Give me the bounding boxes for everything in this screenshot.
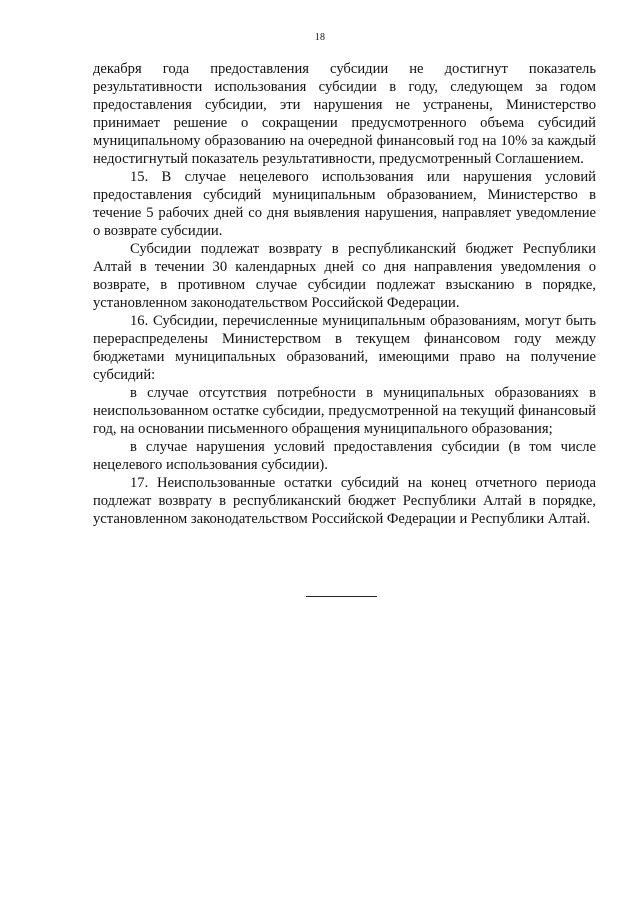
paragraph-continuation: декабря года предоставления субсидии не достигнут показатель результативности использования субсидии в году, следующем за годом предоставления субсидии, эти нарушения не устранены, Министерство принимает решение о сокращении предусмотренного объема субсидий муниципальному образованию на очередной финансовый год на 10% за каждый недостигнутый показатель результативности, предусмотренный Соглашением. (93, 61, 596, 167)
paragraph-16: 16. Субсидии, перечисленные муниципальным образованиям, могут быть перераспределены Министерством в текущем финансовом году между бюджетами муниципальных образований, имеющими право на получение субсидий: (93, 313, 596, 383)
paragraph-16-case-2: в случае нарушения условий предоставления субсидии (в том числе нецелевого использования субсидии). (93, 439, 596, 473)
paragraph-15: 15. В случае нецелевого использования или нарушения условий предоставления субсидий муниципальным образованием, Министерство в течение 5 рабочих дней со дня выявления нарушения, направляет уведомление о возврате субсидии. (93, 169, 596, 239)
document-body (93, 60, 596, 528)
page-number: 18 (314, 32, 326, 43)
paragraph-16-case-1: в случае отсутствия потребности в муниципальных образованиях в неиспользованном остатке субсидии, предусмотренной на текущий финансовый год, на основании письменного обращения муниципального образования; (93, 385, 596, 437)
paragraph-refund: Субсидии подлежат возврату в республиканский бюджет Республики Алтай в течении 30 календарных дней со дня направления уведомления о возврате, в противном случае субсидии подлежат взысканию в порядке, установленном законодательством Российской Федерации. (93, 241, 596, 311)
end-of-document-rule (306, 596, 377, 597)
paragraph-17: 17. Неиспользованные остатки субсидий на конец отчетного периода подлежат возврату в республиканский бюджет Республики Алтай в порядке, установленном законодательством Российской Федерации и Республики Алтай. (93, 475, 596, 527)
